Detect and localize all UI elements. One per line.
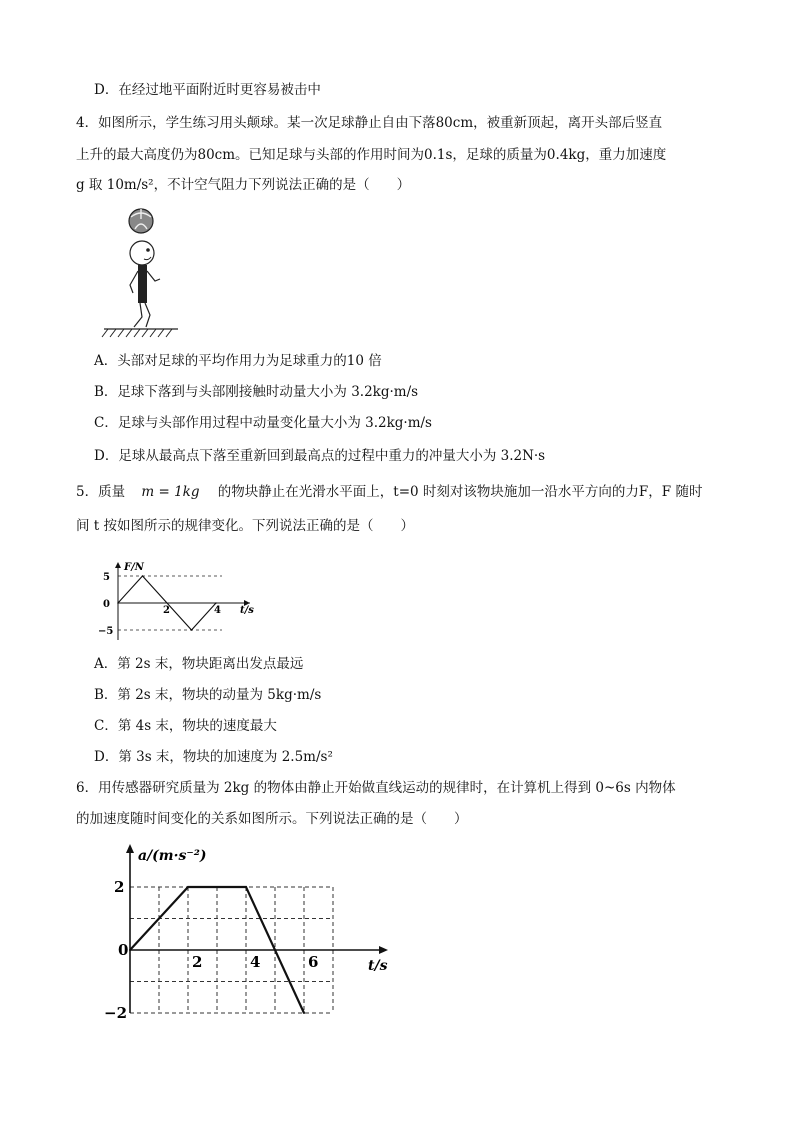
data-point-3 (215, 602, 217, 604)
y-tick-label-1: 0 (103, 599, 110, 610)
data-point-2 (191, 629, 193, 631)
acceleration-time-chart (100, 838, 400, 1028)
x-tick-label-0: 2 (192, 953, 203, 971)
x-axis-arrow (379, 946, 388, 954)
y-tick-label-2: −5 (98, 626, 114, 637)
y-tick-label-0: 2 (114, 878, 125, 896)
x-tick-label-1: 4 (250, 953, 261, 971)
y-tick-label-2: −2 (104, 1004, 128, 1022)
q4-stem-line3: g 取 10m/s²，不计空气阻力下列说法正确的是（ ） (76, 177, 411, 193)
data-point-3 (303, 1012, 305, 1014)
q5-line1-pre: 5．质量 (76, 484, 126, 500)
data-point-1 (187, 886, 189, 888)
data-point-0 (129, 949, 131, 951)
q4-option-c: C．足球与头部作用过程中动量变化量大小为 3.2kg·m/s (94, 415, 432, 431)
q4-option-a: A．头部对足球的平均作用力为足球重力的10 倍 (94, 353, 382, 369)
data-point-1 (142, 575, 144, 577)
q5-option-b: B．第 2s 末，物块的动量为 5kg·m/s (94, 687, 322, 703)
q4-option-b: B．足球下落到与头部刚接触时动量大小为 3.2kg·m/s (94, 384, 419, 400)
y-axis-arrow (126, 844, 134, 853)
student-figure (130, 241, 160, 327)
q4-stem-line2: 上升的最大高度仍为80cm。已知足球与头部的作用时间为0.1s，足球的质量为0.4kg，重力加速度 (76, 147, 667, 163)
y-tick-label-1: 0 (118, 941, 129, 959)
q5-line1-post: 的物块静止在光滑水平面上，t=0 时刻对该物块施加一沿水平方向的力F，F 随时 (217, 484, 703, 500)
soccer-ball-icon (129, 209, 153, 233)
x-tick-label-1: 4 (214, 605, 221, 616)
x-tick-label-0: 2 (163, 605, 170, 616)
q5-option-c: C．第 4s 末，物块的速度最大 (94, 718, 277, 734)
x-tick-label-2: 6 (308, 953, 319, 971)
data-point-2 (245, 886, 247, 888)
y-axis-label: a/(m·s⁻²) (138, 848, 207, 864)
data-point-0 (117, 602, 119, 604)
force-time-chart (100, 558, 270, 648)
ground-hatch (102, 329, 178, 337)
y-axis-label: F/N (124, 562, 144, 573)
q5-stem-line2: 间 t 按如图所示的规律变化。下列说法正确的是（ ） (76, 518, 415, 534)
q6-stem-line1: 6．用传感器研究质量为 2kg 的物体由静止开始做直线运动的规律时，在计算机上得到 0~6s 内物体 (76, 780, 676, 796)
x-axis-label: t/s (240, 605, 254, 616)
q4-option-d: D．足球从最高点下落至重新回到最高点的过程中重力的冲量大小为 3.2N·s (94, 448, 546, 464)
x-axis-label: t/s (368, 958, 388, 974)
q4-stem-line1: 4．如图所示，学生练习用头颠球。某一次足球静止自由下落80cm，被重新顶起，离开头部后竖直 (76, 115, 663, 131)
q5-stem-line1 (76, 482, 702, 502)
q3-option-d: D．在经过地平面附近时更容易被击中 (94, 82, 321, 98)
header-ball-figure (100, 205, 180, 340)
q5-option-d: D．第 3s 末，物块的加速度为 2.5m/s² (94, 749, 333, 765)
y-tick-label-0: 5 (103, 572, 110, 583)
q5-option-a: A．第 2s 末，物块距离出发点最远 (94, 656, 304, 672)
q5-mass-expression: m = 1kg (141, 484, 200, 500)
y-axis-arrow (115, 562, 121, 568)
q6-stem-line2: 的加速度随时间变化的关系如图所示。下列说法正确的是（ ） (76, 811, 468, 827)
